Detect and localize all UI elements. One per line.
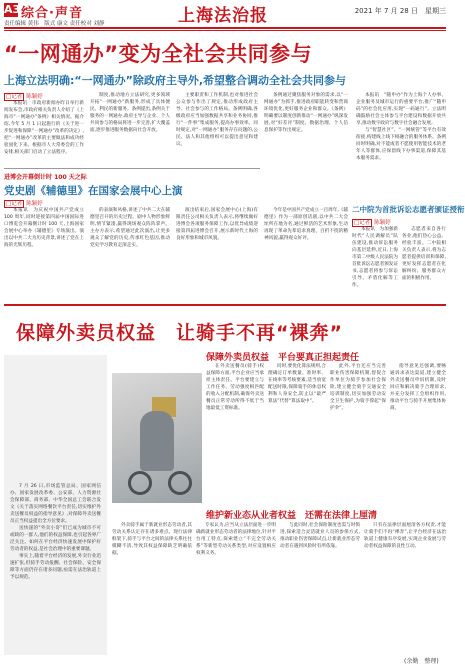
- story-paragraph: 本报讯 为庆祝中国共产党成立 100 周年,同时迎接第四届中国国际进口博览会开幕倒计时 100 天,上海国家会展中心举办《辅德里》专场演出。演出以中共二大为历史背景,讲述了党在上海的光辉历程。: [4, 208, 84, 248]
- lead-paragraph: 本报讯 市政府新闻办昨日举行新闻发布会,市政府相关负责人介绍了《上海市“一网通办”条例》相关情况。据介绍,今年 5 月 1 日起施行的《关于进一步促进和保障“一网通办”改革的决定》,把“一网通办”改革的主要做法和成功经验固化下来。根据市人大常委会的工作安排,相关部门启动了立法程序。: [4, 101, 84, 155]
- section-badge: A3: [4, 3, 21, 16]
- lead-sidebar-column: [356, 92, 446, 202]
- story-paragraph: 志愿者来自各行各业,他们热心公益、经验丰富。二中院相关负责人表示,将为志愿者提供培训和保障,更好发挥志愿者在化解纠纷、服务群众方面的积极作用。: [402, 227, 446, 281]
- lead-paragraph: 制度,推动地方立法研究,更多领域开拓“一网通办”新服务,形成了具体便民、利民的新服务。条例提出,条例关于服务的一网通办,政府主导与企业、个人共同参与的格局将进一步完善,扩大覆盖面,逐步推进服务数据向社会开放。: [90, 93, 170, 133]
- lead-paragraph: 条例通过聚焦服务对象的需求,以“一网通办”为抓手,推进政府职能转变和营商环境优化,更好服务企业和群众。《条例》明确要以制度创新推动“一网通办”纵深发展,对“好差评”制度、数据治理、个人信息保护等作出规定。: [264, 93, 348, 133]
- sub1-column-2: [268, 363, 326, 503]
- rider-figure: [140, 411, 174, 471]
- sub2-column-4: [364, 522, 446, 650]
- lead-column-1: [4, 100, 84, 166]
- intro-paragraph: 事实上,随着平台经济的发展,外卖行业迅速扩张,但骑手劳动报酬、社会保险、安全保障等方面仍存在诸多问题,亟需在法治轨道上予以规范。: [10, 554, 101, 580]
- wheel: [128, 471, 152, 495]
- lead-paragraph: 本报讯 “随申办”作为上海个人办事、企业服务及城市运行的重要平台,推广“随申码”的社会化应用,实现“一码通行”。立法明确鼓励社会主体参与平台建设和数据开放共享,推动数字政府与数字社会融合发展。: [356, 93, 446, 126]
- feature-paragraph: 与此同时,社会保险制度也需与时俱进,探索适合灵活就业人员的参保方式,推动职业伤害保障试点,让新就业形态劳动者在遇到风险时有所依靠。: [280, 523, 360, 549]
- sub1-column-3: [330, 363, 386, 503]
- story-paragraph: 今年是中国共产党成立一百周年,《辅德里》作为一部原创话剧,以中共二大会址所在地为名,通过鲜活的艺术形象,生动再现了革命先辈追求真理、百折不挠的精神风貌,赢得观众好评。: [264, 208, 348, 241]
- feature-rule: [4, 304, 446, 306]
- lead-headline: “一网通办”变为全社会共同参与: [4, 42, 313, 66]
- sub1-column-4: [390, 363, 446, 503]
- story-three-column-1: [352, 226, 398, 298]
- feature-sub2: 维护新业态从业者权益 还需在法律上厘清: [206, 511, 378, 521]
- intro-paragraph: 送快递的“外卖小哥”们已成为城市不可或缺的一群人,他们的权益保障,也引起各界广泛关注。如何在平台经济快速发展中保护好劳动者的权益,是社会治理中的重要课题。: [10, 526, 101, 552]
- feature-paragraph: 同时,要优化算法规则,合理确定订单数量、准时率、在线率等考核要素,适当放宽配送时限,保障骑手的休息权利和人身安全,防止以“最严算法”代替“算法取中”。: [268, 364, 326, 404]
- sub1-column-1: [206, 363, 264, 503]
- story-two-column-2: [90, 207, 170, 297]
- editor-credit: (余勤 整理): [404, 658, 439, 665]
- lead-column-3: [176, 92, 258, 166]
- story-three-byline: [352, 218, 391, 226]
- sub2-column-3: [280, 522, 360, 658]
- story-paragraph: 演出结束后,国家会展中心(上海)有限责任公司相关负责人表示,将继续做好进博会各项服务保障工作,以优异成绩迎接第四届进博会召开,展示新时代上海的良好形象和城市风貌。: [176, 208, 258, 241]
- story-two-column-1: [4, 207, 84, 297]
- feature-intro-box: [4, 355, 107, 655]
- masthead-rule: [4, 27, 446, 29]
- feature-paragraph: 指导意见还强调,要畅通诉求表达渠道,建立健全外卖送餐员申诉机制,及时回应和解决骑手合理诉求,并充分发挥工会组织作用,推动平台与骑手开展集体协商。: [390, 364, 446, 411]
- lead-subheadline: 上海立法明确:“一网通办”除政府主导外,希望整合调动全社会共同参与: [4, 74, 347, 87]
- intro-paragraph: 7 月 26 日,市场监管总局、国家网信办、国家发展改革委、公安部、人力资源社会保障部、商务部、中华全国总工会联合发文《关于落实网络餐饮平台责任,切实维护外卖送餐员权益的指导意见》,对保障外卖送餐员正当权益提出全方位要求。: [10, 484, 101, 524]
- byline-tag: □记者: [6, 94, 23, 100]
- story-two-byline: [4, 199, 43, 207]
- story-paragraph: 的表演和风格,讲述了中共二大在辅德里召开的历史过程。剧中人物形象鲜明,情节紧凑,赢得现场观众阵阵掌声。主办方表示,希望通过此次演出,让更多观众了解党的历史,传承红色基因,推动党史学习教育走深走实。: [90, 208, 170, 248]
- byline-name: 陈颖婷: [26, 94, 43, 100]
- section-divider: [4, 168, 260, 169]
- story-two-column-4: [264, 207, 348, 297]
- story-two-kicker: 进博会开幕倒计时 100 天之际: [4, 174, 87, 181]
- feature-paragraph: 在外卖送餐员(骑手)权益保障方面,平台企业应当承担主体责任。平台要建立与工作任务、劳动强度相匹配的收入分配机制,确保外卖送餐员正常劳动所得不低于当地最低工资标准。: [206, 364, 264, 411]
- issue-date: 2021 年 7 月 28 日 星期三: [354, 7, 446, 15]
- feature-paragraph: 只有在法律层面厘清各方权责,才能让骑手们不再“裸奔”,让平台经济在法治轨道上健康有序发展,实现企业发展与劳动者权益保障的良性互动。: [364, 523, 446, 549]
- story-two-column-3: [176, 207, 258, 297]
- wheel: [168, 471, 192, 495]
- sub2-column-1: [112, 522, 192, 658]
- lead-column-2: [90, 92, 170, 166]
- sub2-column-2: [196, 522, 276, 658]
- feature-sub1: 保障外卖员权益 平台要真正担起责任: [206, 353, 360, 363]
- feature-headline: 保障外卖员权益 让骑手不再“裸奔”: [16, 322, 343, 344]
- masthead-rule-thin: [4, 30, 446, 31]
- story-three-column-2: [402, 226, 446, 298]
- lead-column-4: [264, 92, 348, 202]
- byline-name: 陈颖婷: [26, 201, 43, 207]
- feature-paragraph: 此外,平台还应当完善职业伤害保障机制,督促合作单位为骑手参加社会保险,建立健全骑手交通安全培训制度,切实加强劳动安全卫生保护,为骑手撑起“保护伞”。: [330, 364, 386, 411]
- byline-tag: □记者: [354, 220, 371, 226]
- courier-photo: [112, 373, 202, 503]
- newspaper-title: 上海法治报: [178, 6, 268, 26]
- byline-tag: □记者: [6, 201, 23, 207]
- lead-paragraph: 主要职责和工作机制,也对推进社会公众参与作出了规定,推动形成政府主导、社会参与的工作格局。条例明确,各级政府应当加强数据共享和业务协同,推行“一件事”集成服务,提高办事效率。同时规定,对“一网通办”服务存在问题的,公民、法人和其他组织可以提出意见和建议。: [176, 93, 258, 147]
- intro-text: [10, 483, 101, 651]
- feature-paragraph: 专家认为,应当从立法层面进一步明确新就业形态劳动者的法律地位,针对平台用工特点,探索建立“不完全劳动关系”等新型劳动关系类型,对应设置相应权利义务。: [196, 523, 276, 556]
- lead-paragraph: 与“智慧社区”、“一网统管”等平台有效衔接,构建线上线下相融合的服务体系。条例同时明确,对不能或者不愿使用智能技术的老年人等群体,应保留线下办事渠道,保障其基本服务需求。: [356, 128, 446, 161]
- story-paragraph: 本报讯 为加强新时代“人民调解员”队伍建设,推动诉讼服务向基层延伸,近日,上海市第二中级人民法院为首批诉讼志愿者颁发证书,志愿者将参与诉讼引导、矛盾化解等工作。: [352, 227, 398, 288]
- story-two-title: 党史剧《辅德里》在国家会展中心上演: [4, 185, 183, 197]
- feature-paragraph: 外卖骑手属于新就业形态劳动者,其劳动关系认定存在诸多难点。现行法律框架下,骑手与平台之间的法律关系往往模糊不清,导致其权益保障缺乏明确依据。: [112, 523, 192, 556]
- story-three-title: 二中院为首批诉讼志愿者颁证授衔: [352, 205, 465, 214]
- editor-line: 责任编辑 黄伟 版式 康文 责任校对 刘静: [4, 21, 105, 27]
- lead-byline: [4, 92, 43, 100]
- section-title: 综合·声音: [21, 6, 83, 21]
- byline-name: 陈颖婷: [374, 220, 391, 226]
